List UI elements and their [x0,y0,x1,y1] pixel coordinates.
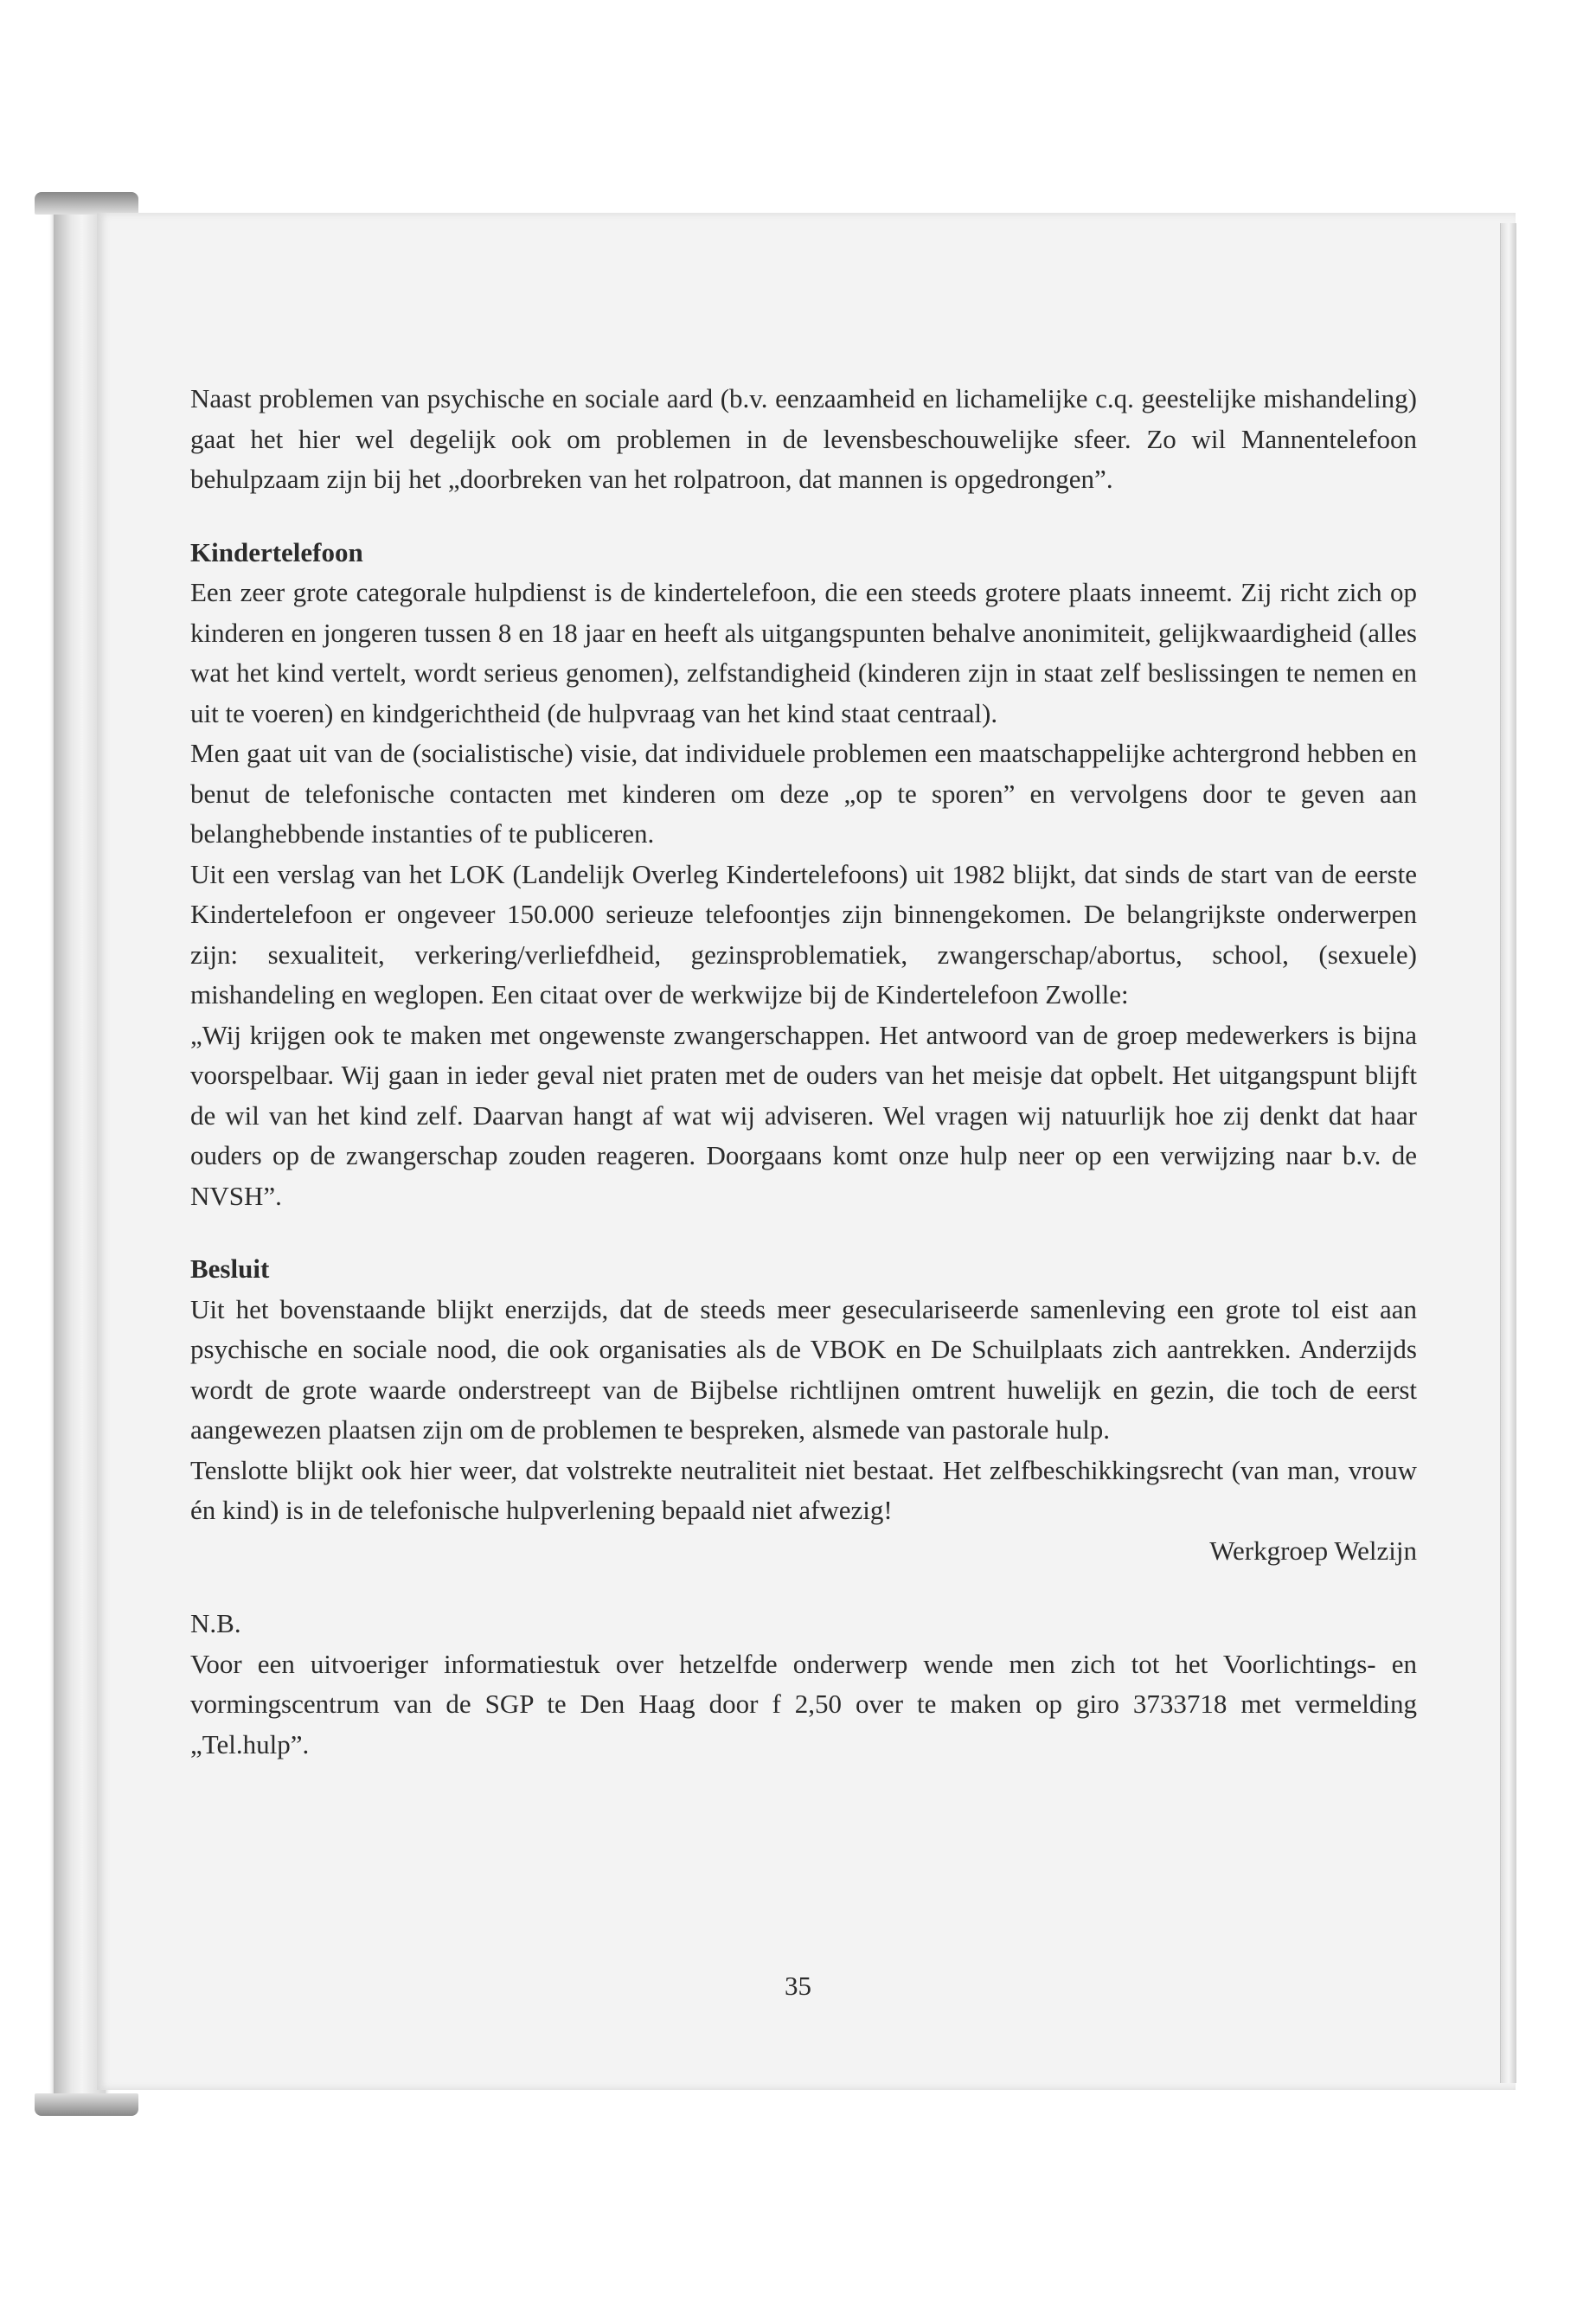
kindertelefoon-paragraph-2: Men gaat uit van de (socialistische) visie, dat individuele problemen een maatschappelijke achtergrond hebben en benut de telefonische contacten met kinderen om deze „op te sporen” en vervolgens door te geven aan belanghebbende instanties of te publiceren. [190,738,1417,849]
kindertelefoon-quote: „Wij krijgen ook te maken met ongewenste zwangerschappen. Het antwoord van de groep medewerkers is bijna voorspelbaar. Wij gaan in ieder geval niet praten met de ouders van het meisje dat opbelt. Het uitgangspunt blijft de wil van het kind zelf. Daarvan hangt af wat wij adviseren. Wel vragen wij natuurlijk hoe zij denkt dat haar ouders op de zwangerschap zouden reageren. Doorgaans komt onze hulp neer op een verwijzing naar b.v. de NVSH”. [190,1019,1417,1211]
intro-paragraph: Naast problemen van psychische en sociale aard (b.v. eenzaamheid en lichamelijke c.q. geestelijke mishandeling) gaat het hier wel degelijk ook om problemen in de levensbeschouwelijke sfeer. Zo wil Mannentelefoon behulpzaam zijn bij het „doorbreken van het rolpatroon, dat mannen is opgedrongen”. [190,383,1417,494]
page-number: 35 [785,1971,811,2001]
section-heading-kindertelefoon: Kindertelefoon [190,536,363,567]
note-label: N.B. [190,1608,241,1638]
signature: Werkgroep Welzijn [1209,1535,1417,1566]
besluit-paragraph-1: Uit het bovenstaande blijkt enerzijds, dat de steeds meer geseculariseerde samenleving een grote tol eist aan psychische en sociale nood, die ook organisaties als de VBOK en De Schuilplaats zich aantrekken. Anderzijds wordt de grote waarde onderstreept van de Bijbelse richtlijnen omtrent huwelijk en gezin, die toch de eerst aangewezen plaatsen zijn om de problemen te bespreken, alsmede van pastorale hulp. [190,1293,1417,1445]
spine-bottom-cap [35,2093,138,2116]
spine-top-cap [35,192,138,215]
section-heading-besluit: Besluit [190,1253,270,1284]
page-edge [1500,223,1516,2083]
kindertelefoon-paragraph-1: Een zeer grote categorale hulpdienst is de kindertelefoon, die een steeds grotere plaats inneemt. Zij richt zich op kinderen en jongeren tussen 8 en 18 jaar en heeft als uitgangspunten behalve anonimiteit, gelijkwaardigheid (alles wat het kind vertelt, wordt serieus genomen), zelfstandigheid (kinderen zijn in staat zelf beslissingen te nemen en uit te voeren) en kindgerichtheid (de hulpvraag van het kind staat centraal). [190,577,1417,728]
page-content [190,379,1417,1765]
besluit-paragraph-2: Tenslotte blijkt ook hier weer, dat volstrekte neutraliteit niet bestaat. Het zelfbeschikkingsrecht (van man, vrouw én kind) is in de telefonische hulpverlening bepaald niet afwezig! [190,1454,1417,1525]
note-text: Voor een uitvoeriger informatiestuk over hetzelfde onderwerp wende men zich tot het Voorlichtings- en vormingscentrum van de SGP te Den Haag door f 2,50 over te maken op giro 3733718 met vermelding „Tel.hulp”. [190,1648,1417,1759]
kindertelefoon-paragraph-3: Uit een verslag van het LOK (Landelijk Overleg Kindertelefoons) uit 1982 blijkt, dat sinds de start van de eerste Kindertelefoon er ongeveer 150.000 serieuze telefoontjes zijn binnengekomen. De belangrijkste onderwerpen zijn: sexualiteit, verkering/verliefdheid, gezinsproblematiek, zwangerschap/abortus, school, (sexuele) mishandeling en weglopen. Een citaat over de werkwijze bij de Kindertelefoon Zwolle: [190,858,1417,1009]
